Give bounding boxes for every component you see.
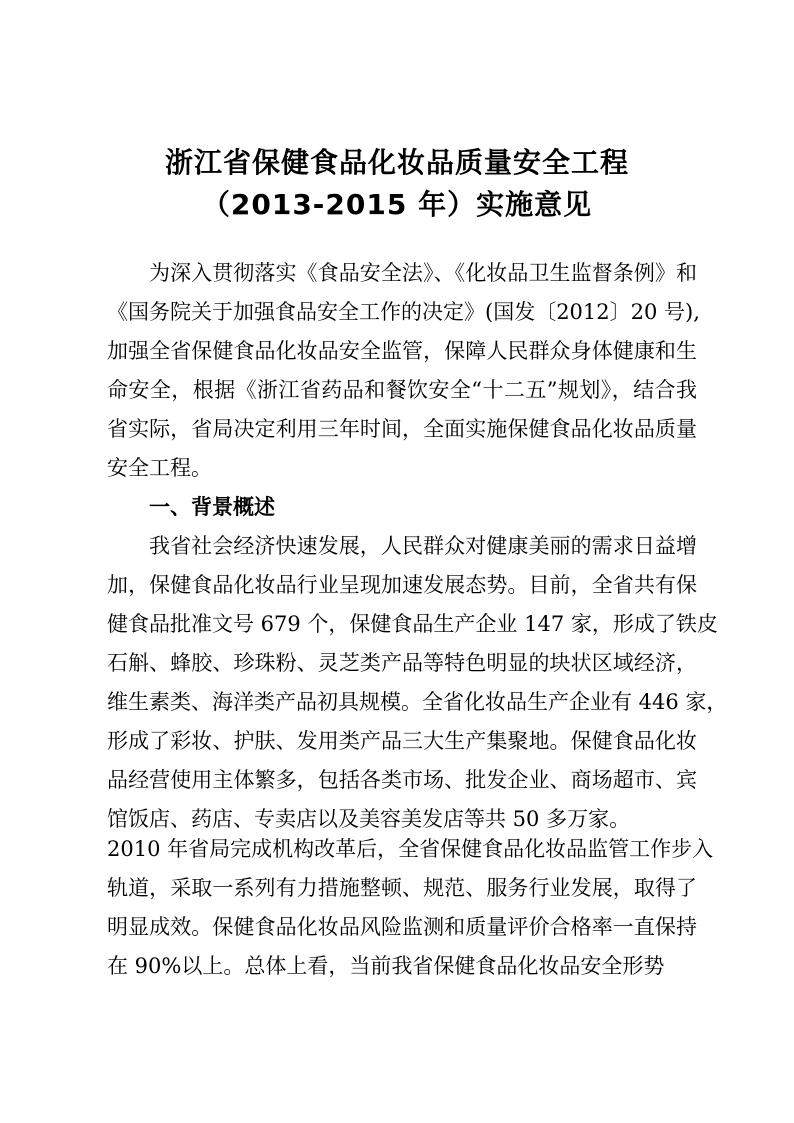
paragraph-line: 命安全，根据《浙江省药品和餐饮安全“十二五”规划》，结合我 [107,378,697,402]
document-subtitle: （2013-2015 年）实施意见 [201,188,593,221]
paragraph-reform [107,830,714,986]
paragraph-line: 品经营使用主体繁多，包括各类市场、批发企业、商场超市、宾 [107,768,697,792]
paragraph-line: 加，保健食品化妆品行业呈现加速发展态势。目前，全省共有保 [107,573,697,597]
paragraph-line: 《国务院关于加强食品安全工作的决定》(国发〔2012〕20 号), [107,300,700,324]
paragraph-line: 石斛、蜂胶、珍珠粉、灵芝类产品等特色明显的块状区域经济， [107,651,697,675]
section-heading-text: 一、背景概述 [149,495,275,519]
paragraph-background [107,527,728,839]
document-title: 浙江省保健食品化妆品质量安全工程 [164,146,629,179]
paragraph-line: 省实际，省局决定利用三年时间，全面实施保健食品化妆品质量 [107,417,697,441]
paragraph-intro [107,254,700,488]
paragraph-line: 轨道，采取一系列有力措施整顿、规范、服务行业发展，取得了 [107,876,697,900]
paragraph-line: 形成了彩妆、护肤、发用类产品三大生产集聚地。保健食品化妆 [107,729,697,753]
section-heading-background [107,488,697,527]
paragraph-line: 加强全省保健食品化妆品安全监管，保障人民群众身体健康和生 [107,339,697,363]
paragraph-line: 馆饭店、药店、专卖店以及美容美发店等共 50 多万家。 [107,807,631,831]
paragraph-line: 明显成效。保健食品化妆品风险监测和质量评价合格率一直保持 [107,915,697,939]
paragraph-line: 安全工程。 [107,456,212,480]
paragraph-line: 健食品批准文号 679 个，保健食品生产企业 147 家，形成了铁皮 [107,612,718,636]
paragraph-line: 维生素类、海洋类产品初具规模。全省化妆品生产企业有 446 家， [107,690,728,714]
paragraph-line: 为深入贯彻落实《食品安全法》、《化妆品卫生监督条例》和 [149,261,697,285]
paragraph-line: 我省社会经济快速发展，人民群众对健康美丽的需求日益增 [149,534,697,558]
paragraph-line: 2010 年省局完成机构改革后，全省保健食品化妆品监管工作步入 [107,837,714,861]
paragraph-line: 在 90%以上。总体上看，当前我省保健食品化妆品安全形势 [107,954,665,978]
